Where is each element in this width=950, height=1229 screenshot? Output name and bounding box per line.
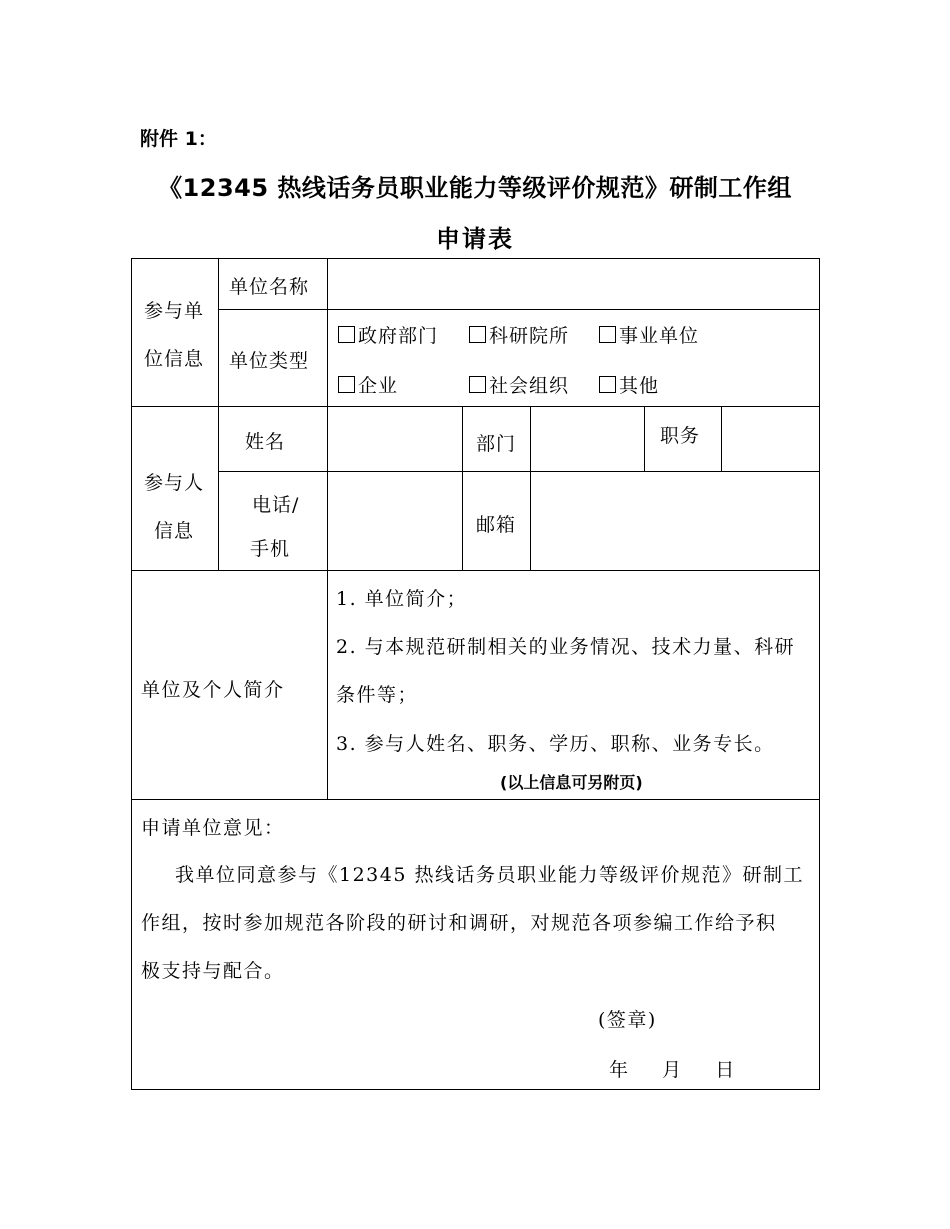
phone-input[interactable] [328,472,462,570]
opinion-label: 申请单位意见： [141,817,285,839]
table-border-right [819,258,820,1090]
intro-item: 条件等； [336,684,419,706]
intro-item: 1. 单位简介； [336,588,468,610]
row-divider [131,406,820,407]
unit-info-label-line1: 参与单 [144,300,205,322]
department-label: 部门 [476,433,517,455]
row-divider [218,309,820,310]
seal-label: (签章) [598,1009,657,1031]
intro-item: 3. 参与人姓名、职务、学历、职称、业务专长。 [336,733,775,755]
attachment-label: 附件 1： [140,128,217,150]
name-input[interactable] [328,407,462,471]
opinion-text-line: 我单位同意参与《12345 热线话务员职业能力等级评价规范》研制工 [175,864,804,886]
table-border-left [131,258,132,1090]
unit-name-label: 单位名称 [229,276,310,298]
phone-label-line2: 手机 [250,538,291,560]
option-label: 科研院所 [489,325,570,347]
option-label: 事业单位 [619,325,700,347]
intro-note: (以上信息可另附页) [500,773,643,792]
option-label: 社会组织 [489,375,570,397]
option-label: 其他 [619,375,660,397]
unit-type-label: 单位类型 [229,350,310,372]
row-divider [131,799,820,800]
row-divider [131,570,820,571]
unit-info-label-line2: 位信息 [144,348,205,370]
checkbox-icon [599,326,616,343]
email-input[interactable] [531,472,819,570]
checkbox-icon [338,326,355,343]
checkbox-icon [469,376,486,393]
column-divider [462,406,463,571]
department-input[interactable] [531,407,644,471]
unit-type-option[interactable] [338,371,398,398]
intro-item: 2. 与本规范研制相关的业务情况、技术力量、科研 [336,636,796,658]
checkbox-icon [599,376,616,393]
column-divider [644,406,645,472]
person-info-label-line1: 参与人 [144,472,205,494]
unit-type-option[interactable] [469,321,569,348]
table-border-bottom [131,1089,820,1090]
column-divider [218,258,219,571]
opinion-text-line: 极支持与配合。 [141,960,285,982]
unit-type-option[interactable] [599,321,699,348]
position-input[interactable] [722,407,819,471]
date-label: 年 月 日 [609,1059,739,1081]
intro-label: 单位及个人简介 [141,679,285,701]
name-label: 姓名 [245,431,286,453]
person-info-label-line2: 信息 [154,520,195,542]
form-title: 申请表 [436,225,514,253]
phone-label-line1: 电话/ [252,494,300,516]
email-label: 邮箱 [476,514,517,536]
option-label: 政府部门 [358,325,439,347]
checkbox-icon [469,326,486,343]
unit-name-input[interactable] [328,259,819,309]
unit-type-option[interactable] [338,321,438,348]
document-title: 《12345 热线话务员职业能力等级评价规范》研制工作组 [158,174,792,202]
unit-type-option[interactable] [469,371,569,398]
opinion-text-line: 作组，按时参加规范各阶段的研讨和调研，对规范各项参编工作给予积 [141,912,777,934]
checkbox-icon [338,376,355,393]
option-label: 企业 [358,375,399,397]
unit-type-option[interactable] [599,371,659,398]
position-label: 职务 [660,425,701,447]
